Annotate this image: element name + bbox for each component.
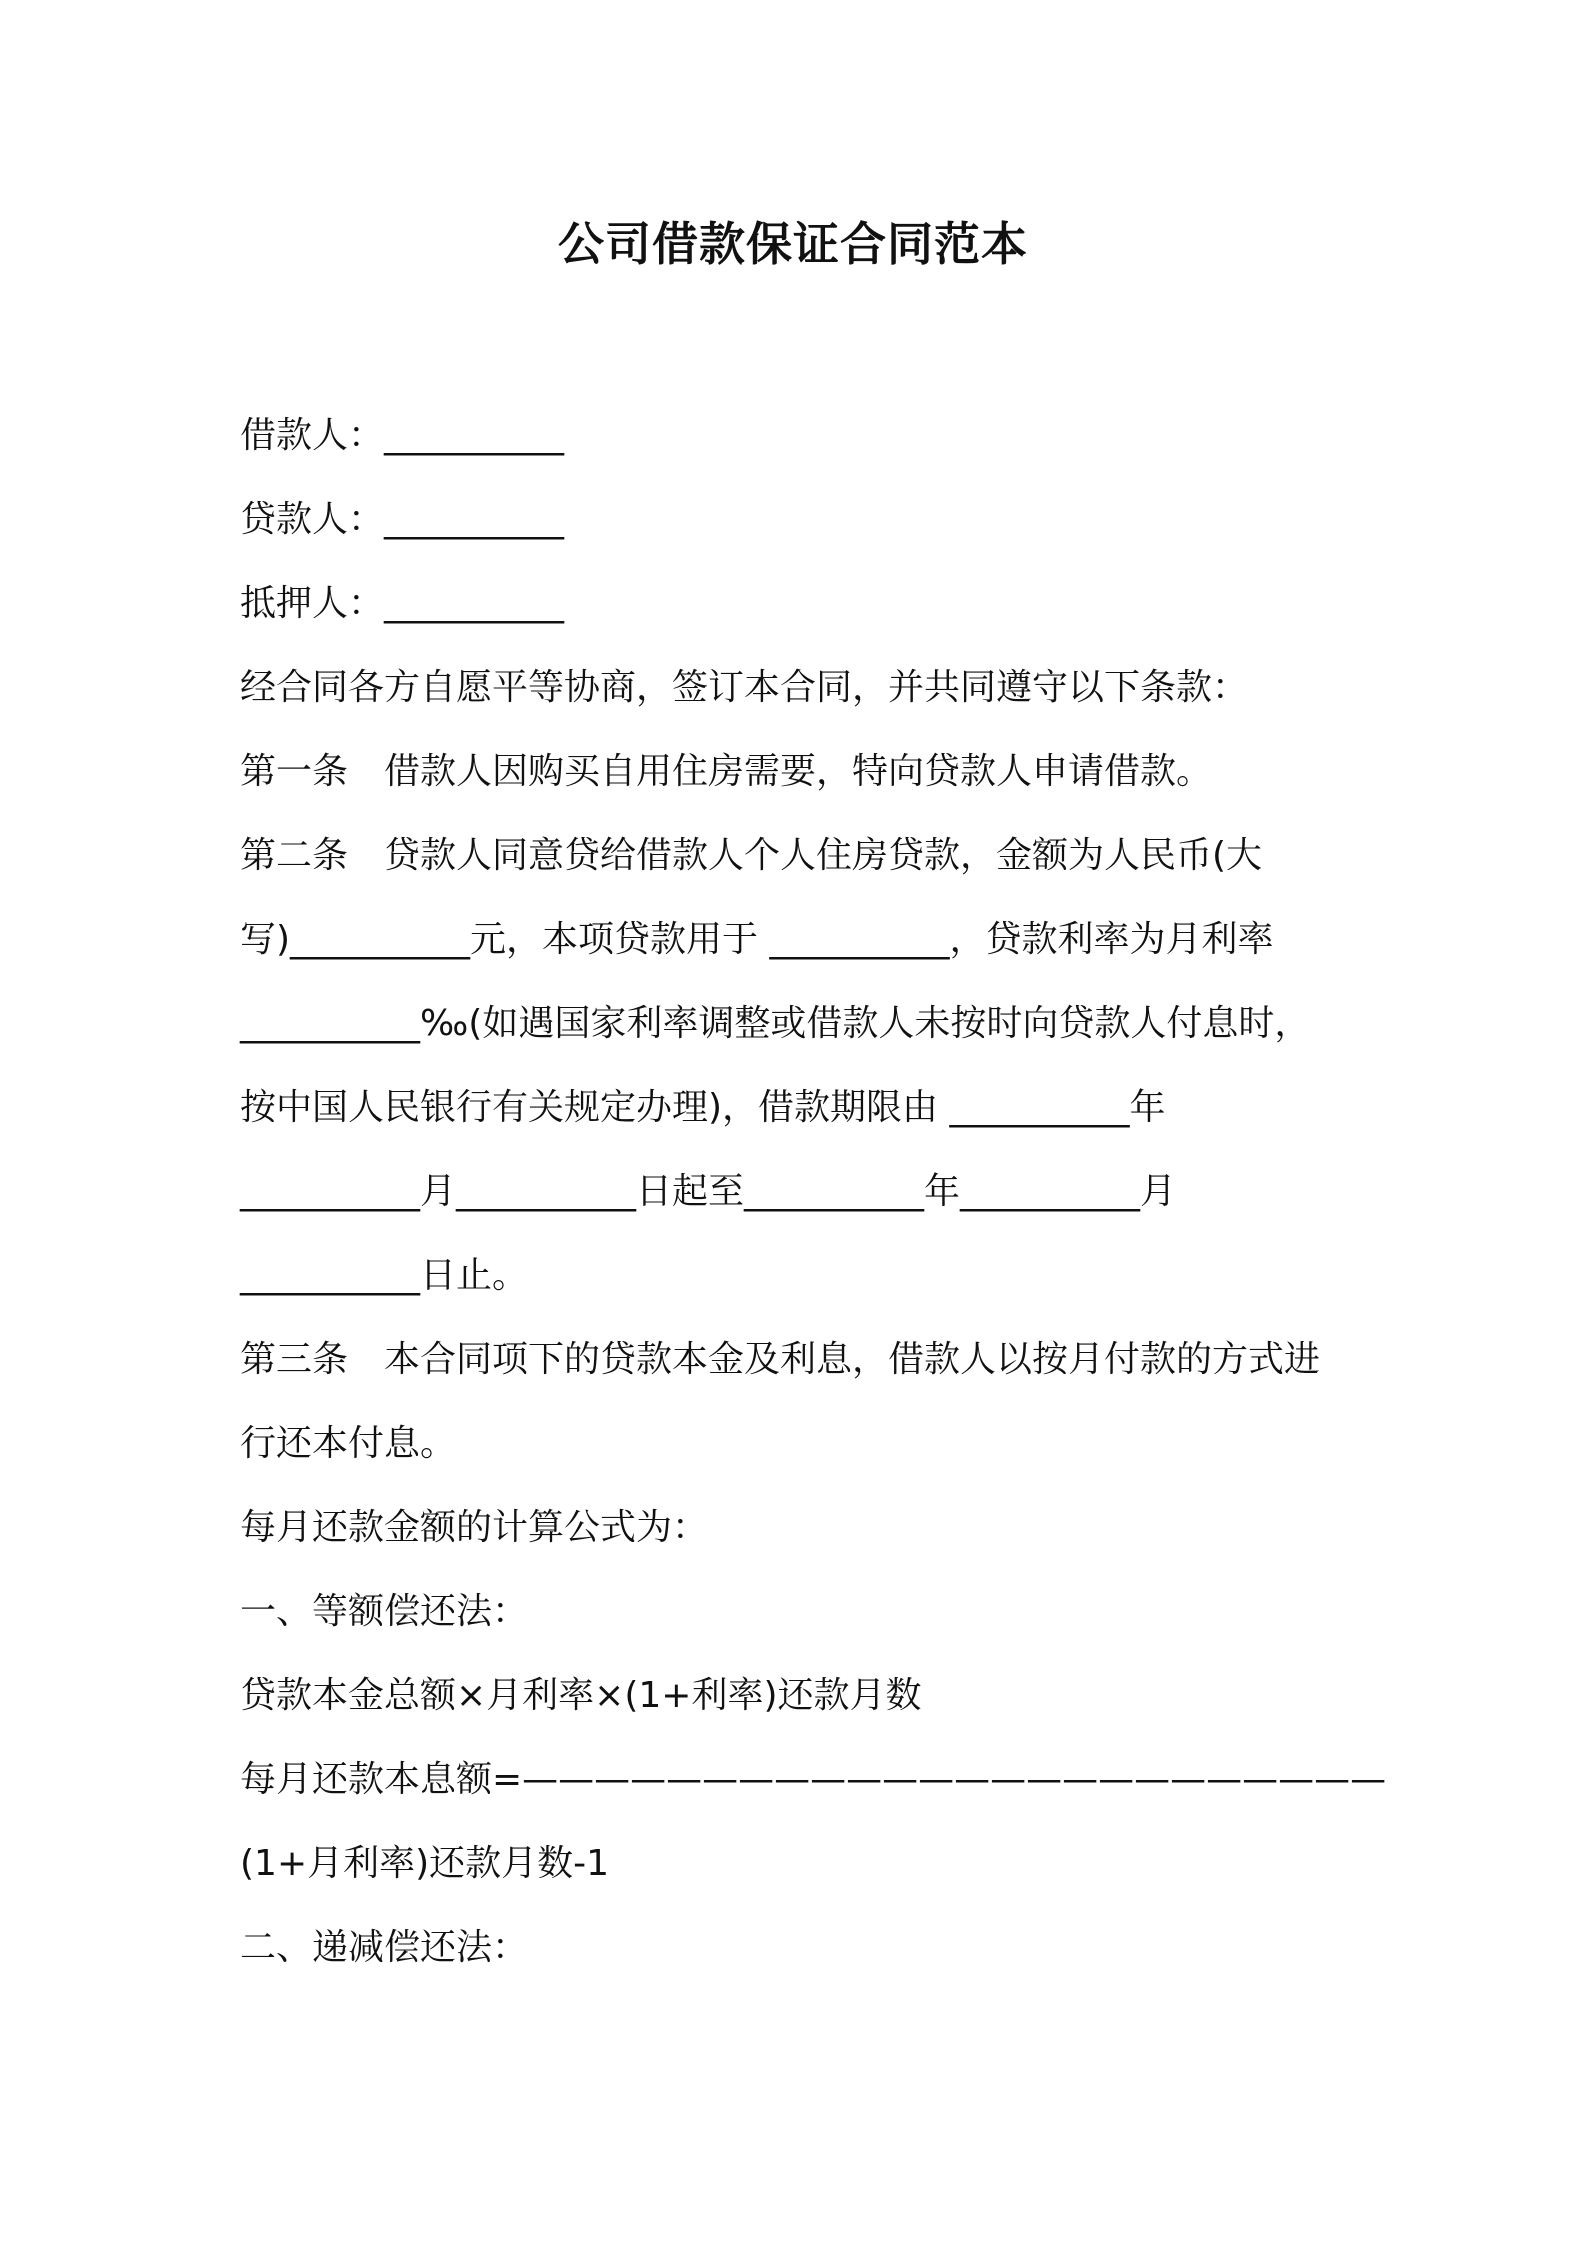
document-title: 公司借款保证合同范本	[558, 217, 1028, 271]
formula-fraction-line: 每月还款本息额=————————————————————————	[240, 1759, 1387, 1800]
preamble-line: 经合同各方自愿平等协商，签订本合同，并共同遵守以下条款：	[240, 667, 1249, 708]
article-2-line-2: 写)__________元，本项贷款用于 __________，贷款利率为月利率	[240, 919, 1274, 960]
article-1-line: 第一条 借款人因购买自用住房需要，特向贷款人申请借款。	[240, 751, 1213, 792]
article-3-line-1: 第三条 本合同项下的贷款本金及利息，借款人以按月付款的方式进	[240, 1339, 1321, 1380]
formula-intro-line: 每月还款金额的计算公式为：	[240, 1507, 709, 1548]
article-2-line-3: __________‰(如遇国家利率调整或借款人未按时向贷款人付息时，	[240, 1003, 1311, 1044]
mortgagor-line: 抵押人：__________	[240, 583, 565, 624]
method-2-heading: 二、递减偿还法：	[240, 1927, 529, 1968]
borrower-line: 借款人：__________	[240, 415, 565, 456]
article-2-line-4: 按中国人民银行有关规定办理)，借款期限由 __________年	[240, 1087, 1166, 1128]
article-3-line-2: 行还本付息。	[240, 1423, 457, 1464]
method-1-heading: 一、等额偿还法：	[240, 1591, 529, 1632]
article-2-line-5: __________月__________日起至__________年__________月	[240, 1171, 1177, 1212]
article-2-line-6: __________日止。	[240, 1255, 529, 1296]
lender-line: 贷款人：__________	[240, 499, 565, 540]
formula-denominator-line: (1+月利率)还款月数-1	[240, 1843, 610, 1884]
formula-numerator-line: 贷款本金总额×月利率×(1+利率)还款月数	[240, 1675, 922, 1716]
article-2-line-1: 第二条 贷款人同意贷给借款人个人住房贷款，金额为人民币(大	[240, 835, 1263, 876]
